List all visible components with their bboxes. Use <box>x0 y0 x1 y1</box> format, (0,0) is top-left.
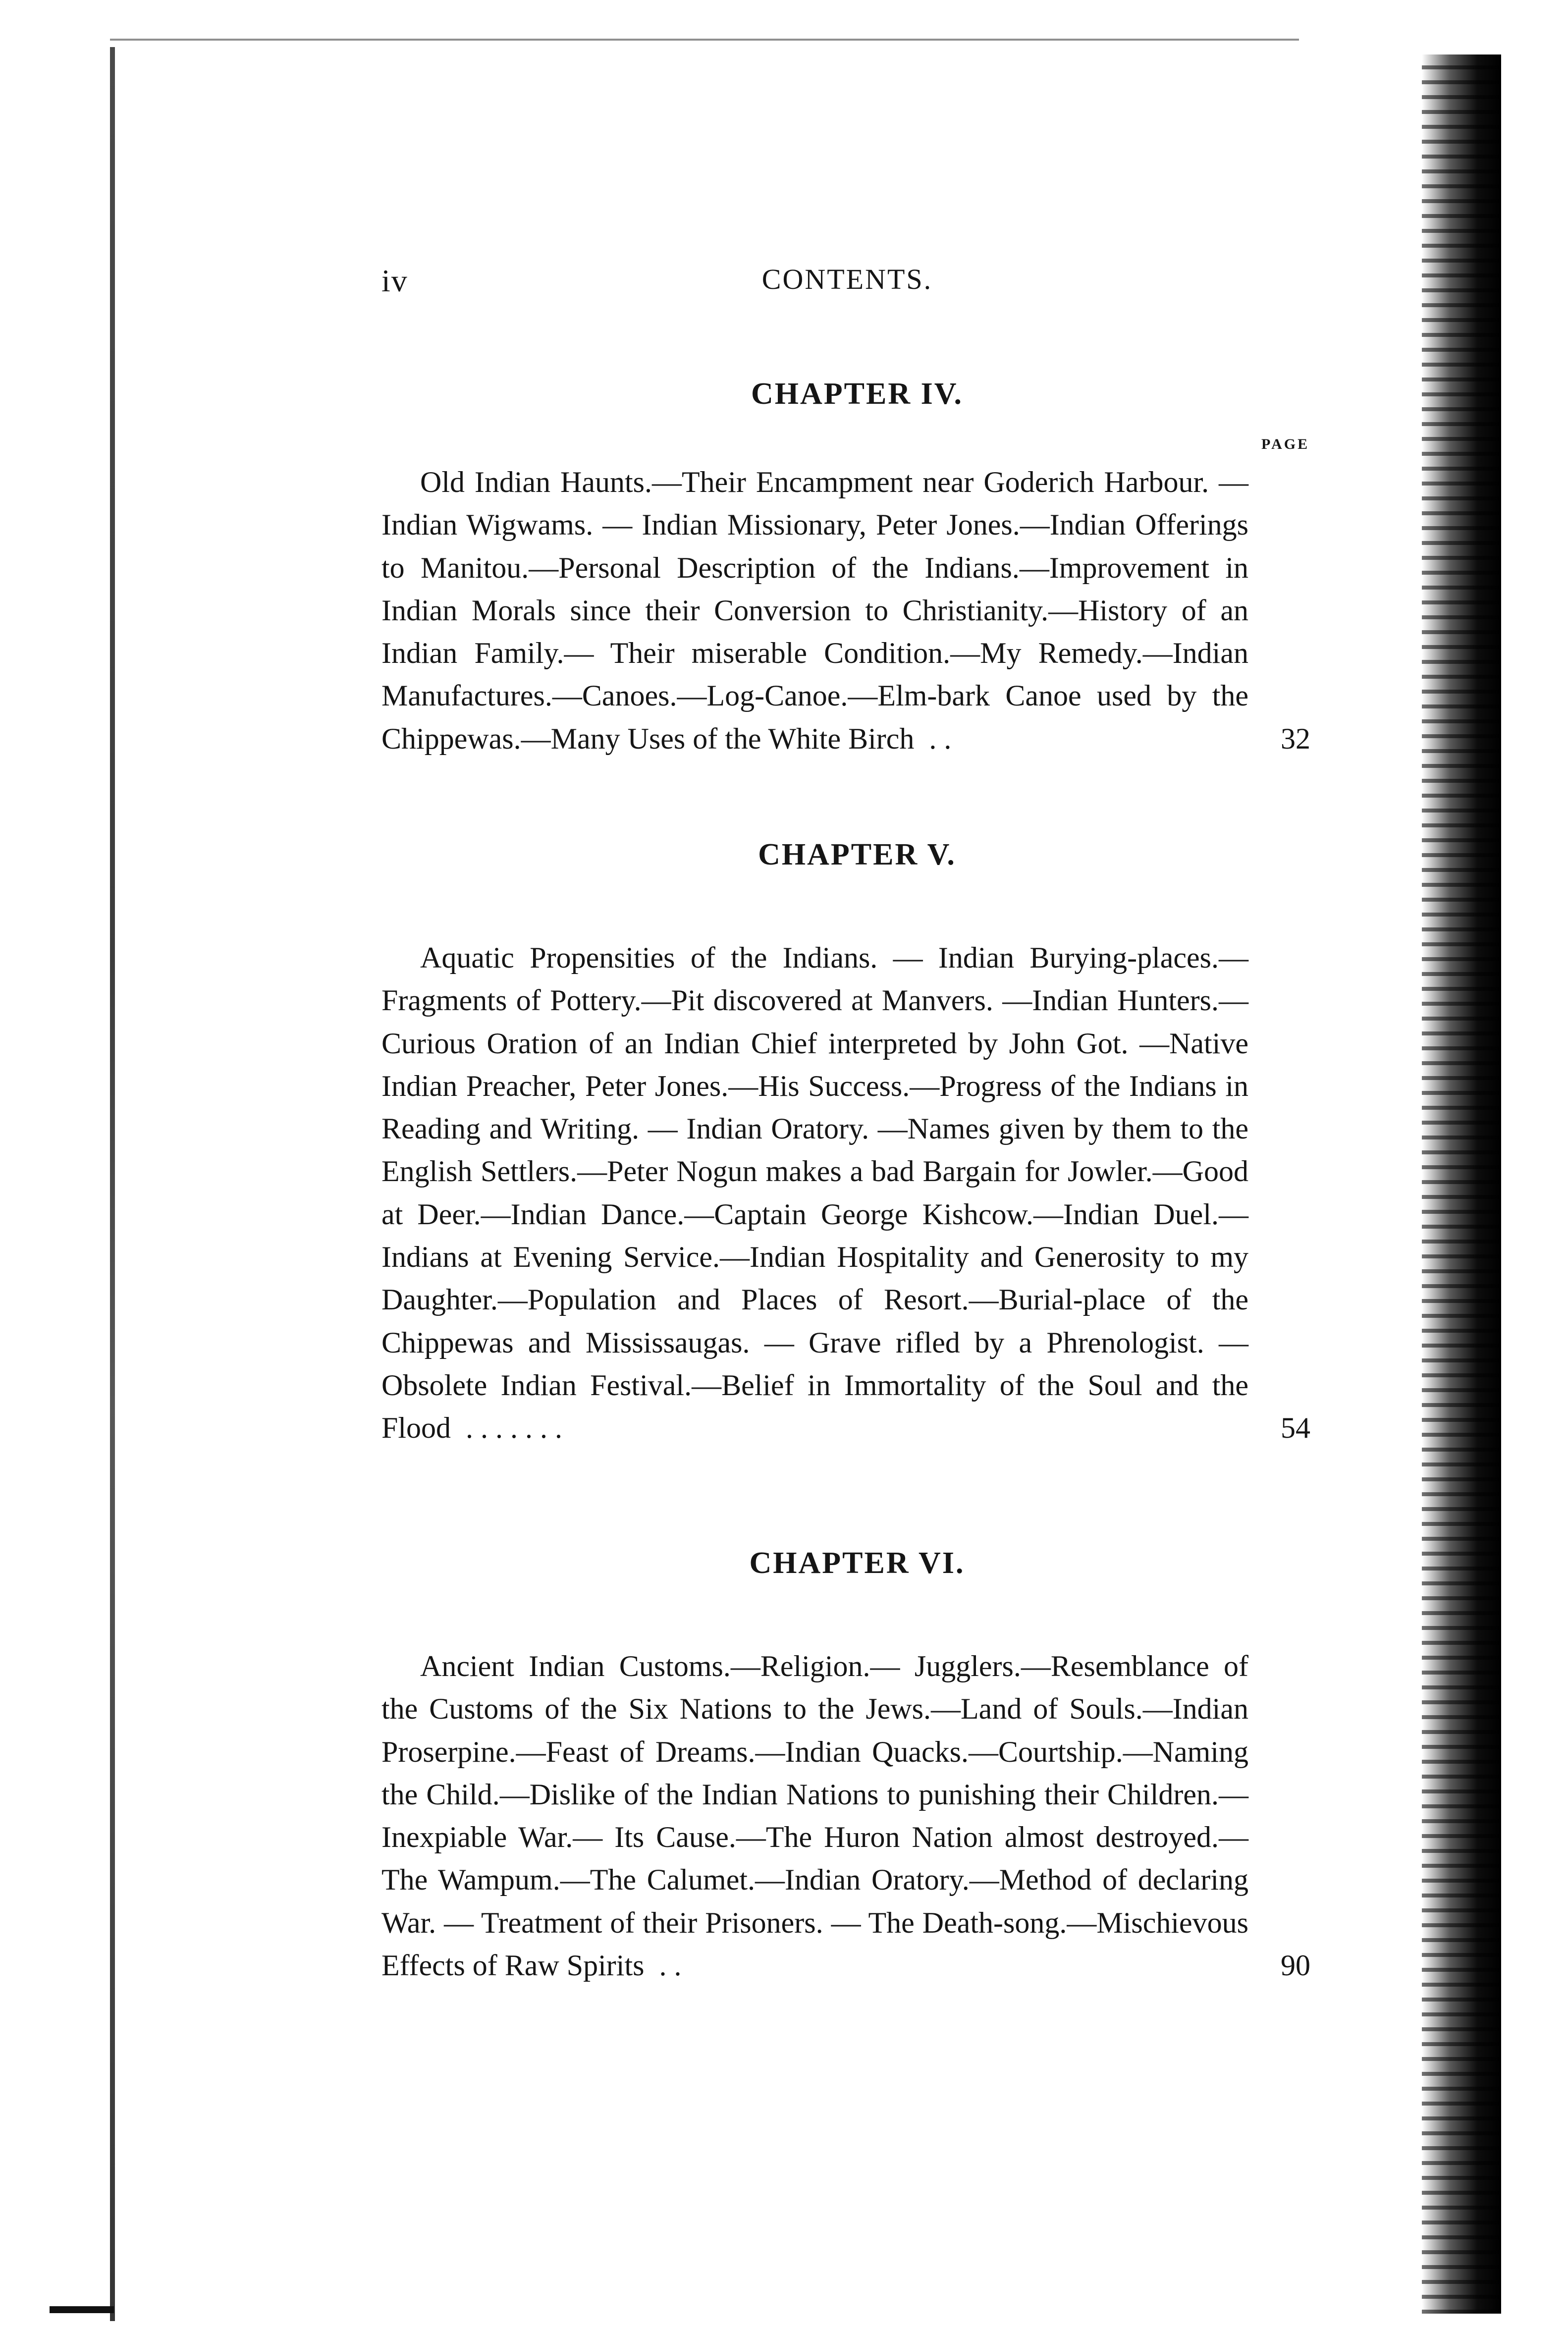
chapter-entry <box>381 377 1313 755</box>
page-number: 32 <box>1281 722 1310 755</box>
dot-leader: . . <box>659 1949 682 1982</box>
chapter-heading: CHAPTER V. <box>758 838 956 871</box>
chapter-summary-text: Old Indian Haunts.—Their Encampment near Goderich Harbour. — Indian Wigwams. — Indian Missionary, Peter Jones.—Indian Offerings to Manitou.—Personal Description of the Indians.—Improvement in Indian Morals since their Conversion to Christianity.—History of an Indian Family.— Their miserable Condition.—My Remedy.—Indian Manufactures.—Canoes.—Log-Canoe.—Elm-bark Canoe used by the Chippewas.—Many Uses of the White Birch <box>381 466 1248 755</box>
page-folio: iv <box>381 263 408 298</box>
dot-leader: . . <box>929 722 952 755</box>
scan-bottom-mark <box>50 2306 114 2313</box>
scan-left-margin-line <box>110 47 115 2321</box>
page-column-label: PAGE <box>1261 436 1310 452</box>
chapter-entry <box>381 1546 1313 1982</box>
scan-binding-shadow <box>1422 54 1501 2314</box>
chapter-summary-text: Ancient Indian Customs.—Religion.— Jugglers.—Resemblance of the Customs of the Six Nations to the Jews.—Land of Souls.—Indian Proserpine.—Feast of Dreams.—Indian Quacks.—Courtship.—Naming the Child.—Dislike of the Indian Nations to punishing their Children.—Inexpiable War.— Its Cause.—The Huron Nation almost destroyed.— The Wampum.—The Calumet.—Indian Oratory.—Method of declaring War. — Treatment of their Prisoners. — The Death-song.—Mischievous Effects of Raw Spirits <box>381 1650 1248 1982</box>
running-head <box>381 263 1313 302</box>
running-title: CONTENTS. <box>761 263 933 295</box>
chapter-summary <box>381 936 1310 1450</box>
page-number: 54 <box>1281 1411 1310 1445</box>
chapter-summary <box>381 1645 1310 1987</box>
page-number: 90 <box>1281 1949 1310 1982</box>
chapter-entry <box>381 837 1313 1445</box>
dot-leader: . . . . . . . <box>466 1411 563 1445</box>
chapter-heading: CHAPTER VI. <box>749 1546 965 1580</box>
chapter-summary <box>381 461 1310 760</box>
scan-top-rule <box>110 39 1299 41</box>
chapter-summary-text: Aquatic Propensities of the Indians. — Indian Burying-places.—Fragments of Pottery.—Pit discovered at Manvers. —Indian Hunters.—Curious Oration of an Indian Chief interpreted by John Got. —Native Indian Preacher, Peter Jones.—His Success.—Progress of the Indians in Reading and Writing. — Indian Oratory. —Names given by them to the English Settlers.—Peter Nogun makes a bad Bargain for Jowler.—Good at Deer.—Indian Dance.—Captain George Kishcow.—Indian Duel.—Indians at Evening Service.—Indian Hospitality and Generosity to my Daughter.—Population and Places of Resort.—Burial-place of the Chippewas and Mississaugas. — Grave rifled by a Phrenologist. — Obsolete Indian Festival.—Belief in Immortality of the Soul and the Flood <box>381 941 1248 1445</box>
chapter-heading: CHAPTER IV. <box>751 377 964 411</box>
